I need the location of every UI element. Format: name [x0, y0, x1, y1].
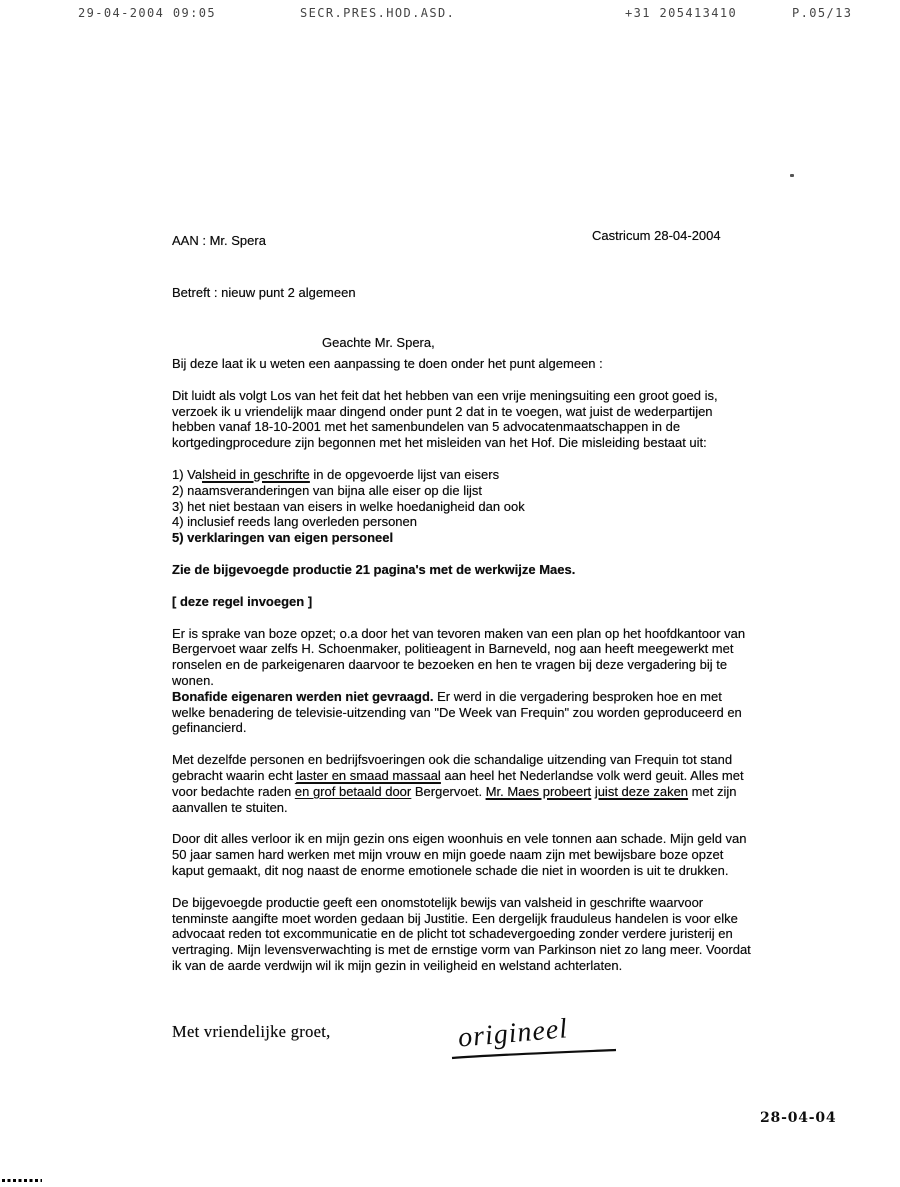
paragraph	[172, 562, 888, 578]
text-run: advocaat reden tot excommunicatie en de plicht tot schadevergoeding zonder verdere juristerij en	[172, 926, 733, 942]
letter-line	[172, 911, 888, 927]
fax-phone-number: +31 205413410	[625, 6, 738, 20]
text-run: in de opgevoerde lijst van eisers	[309, 466, 500, 482]
paragraph	[172, 594, 888, 610]
letter-line	[172, 641, 888, 657]
text-run: laster en smaad massaal	[296, 767, 441, 783]
text-run: Dit luidt als volgt Los van het feit dat het hebben van een vrije meningsuiting een groot goed is,	[172, 387, 718, 403]
text-run: aan heel het Nederlandse volk werd geuit. Alles met	[440, 767, 744, 783]
letter-line	[172, 784, 888, 800]
salutation: Geachte Mr. Spera,	[322, 335, 435, 350]
letter-line	[172, 499, 888, 515]
text-run: Zie de bijgevoegde productie 21 pagina's met de werkwijze Maes.	[172, 561, 576, 577]
letter-line	[172, 404, 888, 420]
text-run: 5) verklaringen van eigen personeel	[172, 530, 394, 546]
footer-date: 28-04-04	[760, 1110, 837, 1126]
text-run: 2) naamsveranderingen van bijna alle eiser op die lijst	[172, 482, 483, 498]
punch-dots	[2, 1179, 42, 1182]
text-run: 3) het niet bestaan van eisers in welke hoedanigheid dan ook	[172, 498, 525, 514]
letter-line	[172, 657, 888, 673]
letter-line	[172, 926, 888, 942]
letter-line	[172, 942, 888, 958]
signature-text: origineel	[456, 1013, 570, 1054]
letter-line	[172, 958, 888, 974]
text-run: en grof betaald door	[294, 783, 412, 799]
text-run: Bij deze laat ik u weten een aanpassing te doen onder het punt algemeen :	[172, 356, 603, 371]
text-run: voor bedachte raden	[172, 783, 295, 799]
letter-line	[172, 800, 888, 816]
text-run: 50 jaar samen hard werken met mijn vrouw en mijn goede naam zijn met bewijsbare boze opzet	[172, 847, 724, 863]
letter-body	[172, 356, 888, 990]
recipient-line: AAN : Mr. Spera	[172, 233, 266, 248]
text-run: [ deze regel invoegen ]	[172, 593, 313, 609]
text-run: Er is sprake van boze opzet; o.a door het van tevoren maken van een plan op het hoofdkantoor van	[172, 625, 746, 641]
address-row	[172, 228, 888, 248]
text-run: gefinancierd.	[172, 720, 247, 736]
letter-line	[172, 626, 888, 642]
fax-datetime: 29-04-2004 09:05	[78, 6, 216, 20]
paragraph	[172, 831, 888, 878]
text-run: tenminste aangifte moet worden gedaan bij Justitie. Een dergelijk frauduleus handelen is voor elke	[172, 910, 738, 926]
letter-line	[172, 831, 888, 847]
letter-line	[172, 689, 888, 705]
text-run: kaput gemaakt, dit nog naast de enorme emotionele schade die niet in woorden is uit te drukken.	[172, 862, 729, 878]
text-run: Bergervoet.	[411, 783, 486, 799]
text-run: gebracht waarin echt	[172, 767, 297, 783]
letter-line	[172, 435, 888, 451]
text-run: ik van de aarde verdwijn wil ik mijn gezin in veiligheid en welstand achterlaten.	[172, 957, 623, 973]
handwritten-signature	[448, 998, 623, 1073]
text-run: De bijgevoegde productie geeft een onomstotelijk bewijs van valsheid in geschrifte waarvoor	[172, 894, 704, 910]
fax-sender-id: SECR.PRES.HOD.ASD.	[300, 6, 456, 20]
paragraph	[172, 467, 888, 546]
text-run: vertraging. Mijn levensverwachting is met de ernstige vorm van Parkinson niet zo lang meer. Voordat	[172, 942, 751, 958]
text-run: ronselen en de parkeigenaren daarvoor te bezoeken en hen te vragen bij deze vergadering bij te	[172, 657, 728, 673]
paragraph	[172, 388, 888, 451]
text-run: Bergervoet waar zelfs H. Schoenmaker, politieagent in Barneveld, nog aan heeft meegewerkt met	[172, 641, 734, 657]
letter-line	[172, 768, 888, 784]
text-run: juist deze zaken	[594, 783, 689, 799]
fax-page-number: P.05/13	[792, 6, 853, 20]
letter-line	[172, 673, 888, 689]
letter-line	[172, 594, 888, 610]
text-run: Met dezelfde personen en bedrijfsvoeringen ook die schandalige uitzending van Frequin tot stand	[172, 752, 733, 768]
text-run: wonen.	[172, 672, 214, 688]
letter-line	[172, 419, 888, 435]
paragraph	[172, 895, 888, 974]
text-run: verzoek ik u vriendelijk maar dingend onder punt 2 dat in te voegen, wat juist de wederpartijen	[172, 403, 713, 419]
place-date-line: Castricum 28-04-2004	[592, 228, 721, 243]
text-run: kortgedingprocedure zijn begonnen met het misleiden van het Hof. Die misleiding bestaat uit:	[172, 435, 707, 451]
scan-noise-dot	[790, 174, 794, 177]
letter-line	[172, 847, 888, 863]
letter-line	[172, 705, 888, 721]
signature-svg	[448, 998, 623, 1068]
text-run: 4) inclusief reeds lang overleden personen	[172, 514, 417, 530]
letter-line	[172, 530, 888, 546]
text-run: Door dit alles verloor ik en mijn gezin ons eigen woonhuis en vele tonnen aan schade. Mijn geld van	[172, 831, 747, 847]
letter-line	[172, 720, 888, 736]
letter-line	[172, 467, 888, 483]
letter	[172, 228, 888, 973]
letter-line	[172, 752, 888, 768]
paragraph	[172, 626, 888, 737]
text-run: aanvallen te stuiten.	[172, 799, 288, 815]
paragraph	[172, 752, 888, 815]
letter-line	[172, 895, 888, 911]
text-run: Mr. Maes probeert	[485, 783, 592, 799]
text-run: lsheid in geschrifte	[202, 466, 310, 482]
text-run: 1) Va	[172, 466, 203, 482]
text-run: welke benadering de televisie-uitzending van "De Week van Frequin" zou worden geproduceerd en	[172, 704, 742, 720]
closing-line: Met vriendelijke groet,	[172, 1022, 331, 1041]
text-run: Er werd in die vergadering besproken hoe en met	[433, 688, 722, 704]
letter-line	[172, 356, 888, 372]
paragraph	[172, 356, 888, 372]
text-run: hebben vanaf 18-10-2001 met het samenbundelen van 5 advocatenmaatschappen in de	[172, 419, 681, 435]
letter-line	[172, 514, 888, 530]
letter-line	[172, 483, 888, 499]
letter-line	[172, 388, 888, 404]
text-run: met zijn	[688, 783, 737, 799]
letter-line	[172, 863, 888, 879]
text-run: Bonafide eigenaren werden niet gevraagd.	[172, 688, 434, 704]
subject-line: Betreft : nieuw punt 2 algemeen	[172, 285, 356, 300]
letter-line	[172, 562, 888, 578]
